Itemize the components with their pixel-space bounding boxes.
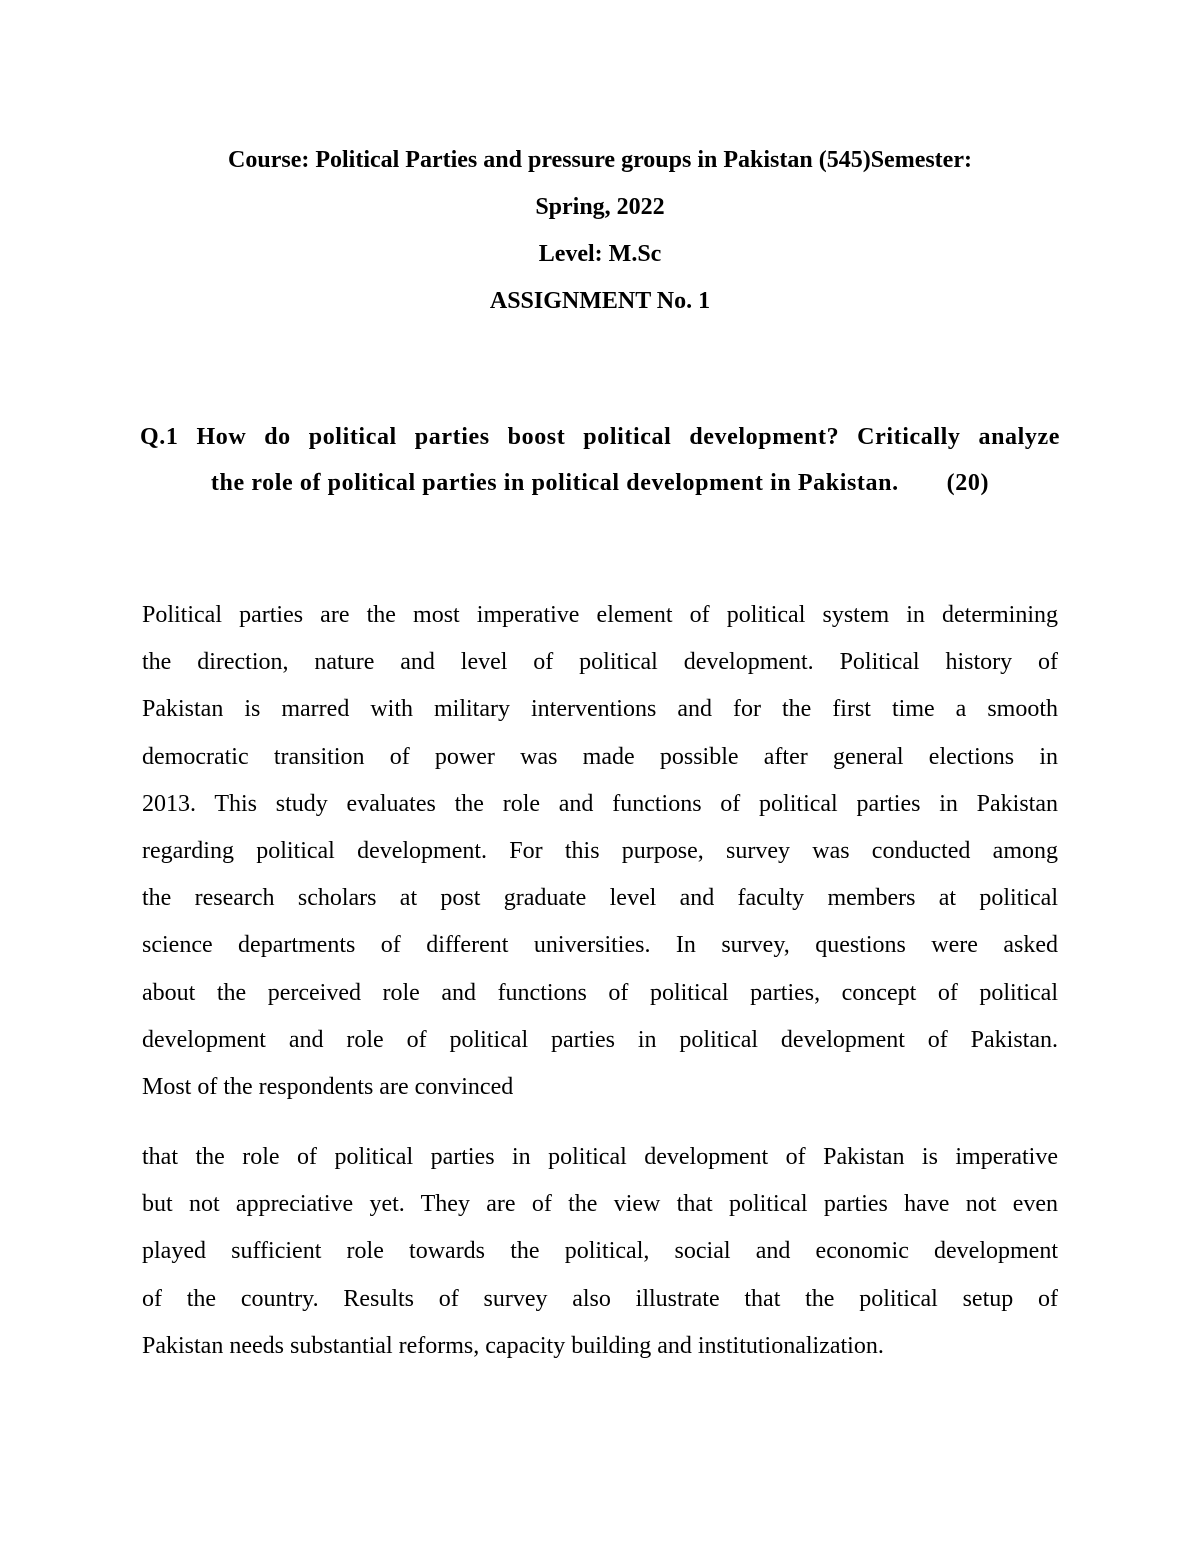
course-title: Course: Political Parties and pressure groups in Pakistan (545)Semester: (228, 147, 972, 173)
paragraph-line: science departments of different universities. In survey, questions were asked (142, 932, 1058, 959)
assignment-header (140, 137, 1060, 325)
question-line-1: Q.1 How do political parties boost political development? Critically analyze (140, 424, 1060, 450)
paragraph-line: Pakistan needs substantial reforms, capacity building and institutionalization. (142, 1332, 884, 1359)
semester-label: Spring, 2022 (535, 194, 665, 220)
question-marks: (20) (946, 470, 990, 496)
paragraph-line: but not appreciative yet. They are of the view that political parties have not even (142, 1191, 1058, 1218)
question-line-2 (140, 460, 1060, 506)
question-block (140, 414, 1060, 506)
paragraph-line: 2013. This study evaluates the role and functions of political parties in Pakistan (142, 790, 1058, 817)
paragraph-line: Pakistan is marred with military interventions and for the first time a smooth (142, 696, 1058, 723)
paragraph-line: Most of the respondents are convinced (142, 1074, 514, 1101)
answer-paragraph-1 (142, 592, 1058, 1111)
paragraph-line: the research scholars at post graduate level and faculty members at political (142, 885, 1058, 912)
question-line-2-text: the role of political parties in political development in Pakistan. (210, 470, 899, 496)
assignment-title: ASSIGNMENT No. 1 (489, 288, 711, 314)
level-label: Level: M.Sc (538, 241, 662, 267)
paragraph-line: development and role of political parties in political development of Pakistan. (142, 1026, 1058, 1053)
paragraph-line: of the country. Results of survey also illustrate that the political setup of (142, 1285, 1058, 1312)
paragraph-line: that the role of political parties in political development of Pakistan is imperative (142, 1144, 1058, 1170)
paragraph-line: Political parties are the most imperative element of political system in determining (142, 602, 1058, 628)
paragraph-line: played sufficient role towards the political, social and economic development (142, 1238, 1058, 1265)
paragraph-line: regarding political development. For this purpose, survey was conducted among (142, 838, 1058, 865)
paragraph-line: about the perceived role and functions of political parties, concept of political (142, 979, 1058, 1006)
paragraph-line: democratic transition of power was made possible after general elections in (142, 743, 1058, 770)
paragraph-line: the direction, nature and level of political development. Political history of (142, 649, 1058, 676)
answer-paragraph-2 (142, 1134, 1058, 1370)
